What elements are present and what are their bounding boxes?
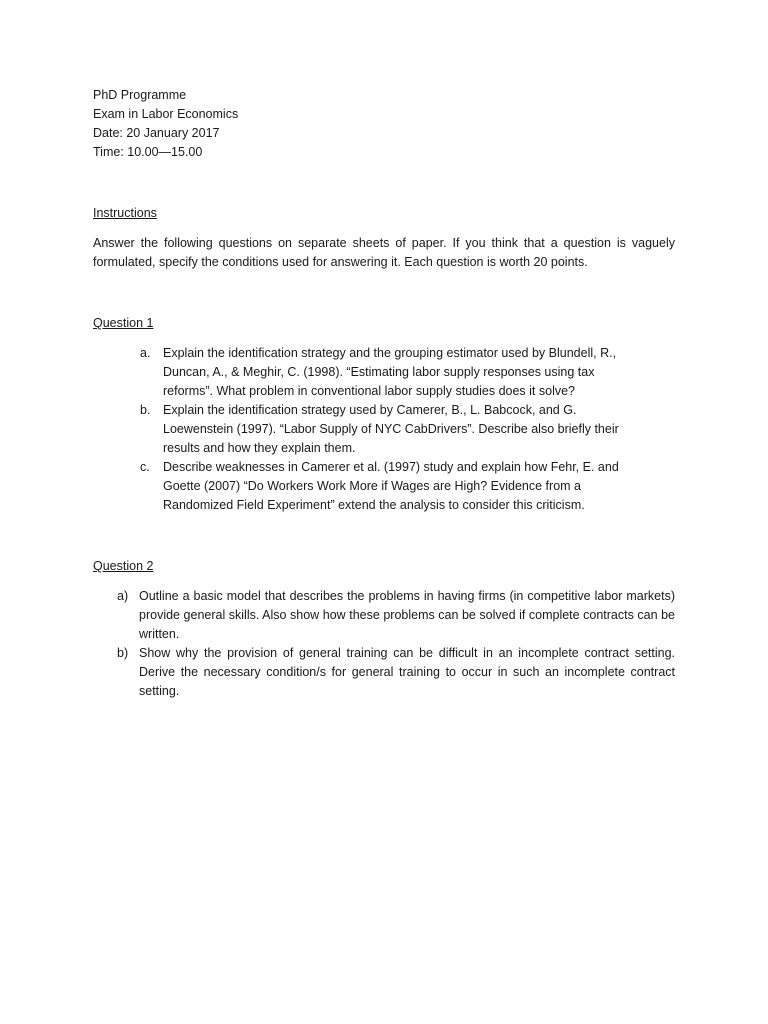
list-item <box>93 458 645 515</box>
item-text: Explain the identification strategy and the grouping estimator used by Blundell, R., Duncan, A., & Meghir, C. (1998). “Estimating labor supply responses using tax reforms”. What problem in conventional labor supply studies does it solve? <box>163 346 617 398</box>
exam-date-line: Date: 20 January 2017 <box>93 126 220 140</box>
list-item <box>93 587 675 644</box>
exam-page <box>93 86 675 701</box>
question-1-list <box>93 344 675 515</box>
question-2-list <box>93 587 675 701</box>
question-2-heading: Question 2 <box>93 559 154 573</box>
question-1-heading: Question 1 <box>93 316 154 330</box>
list-item <box>93 344 645 401</box>
list-item <box>93 401 645 458</box>
exam-time-line: Time: 10.00—15.00 <box>93 145 203 159</box>
exam-header <box>93 86 675 162</box>
item-text: Describe weaknesses in Camerer et al. (1997) study and explain how Fehr, E. and Goette (2007) “Do Workers Work More if Wages are High? Evidence from a Randomized Field Experiment” extend the analysis to consider this criticism. <box>163 460 619 512</box>
programme-line: PhD Programme <box>93 88 187 102</box>
item-text: Show why the provision of general training can be difficult in an incomplete contract setting. Derive the necessary condition/s for general training to occur in such an incomplete contract setting. <box>139 646 675 698</box>
item-marker: c. <box>140 460 150 474</box>
exam-title-line: Exam in Labor Economics <box>93 107 239 121</box>
instructions-heading: Instructions <box>93 206 157 220</box>
item-marker: b. <box>140 403 151 417</box>
item-marker: a. <box>140 346 151 360</box>
item-marker: b) <box>117 646 129 660</box>
item-text: Explain the identification strategy used by Camerer, B., L. Babcock, and G. Loewenstein (1997). “Labor Supply of NYC CabDrivers”. Describe also briefly their results and how they explain them. <box>163 403 619 455</box>
instructions-text: Answer the following questions on separate sheets of paper. If you think that a question is vaguely formulated, specify the conditions used for answering it. Each question is worth 20 points. <box>93 236 675 269</box>
list-item <box>93 644 675 701</box>
item-marker: a) <box>117 589 129 603</box>
item-text: Outline a basic model that describes the problems in having firms (in competitive labor markets) provide general skills. Also show how these problems can be solved if complete contracts can be written. <box>139 589 675 641</box>
